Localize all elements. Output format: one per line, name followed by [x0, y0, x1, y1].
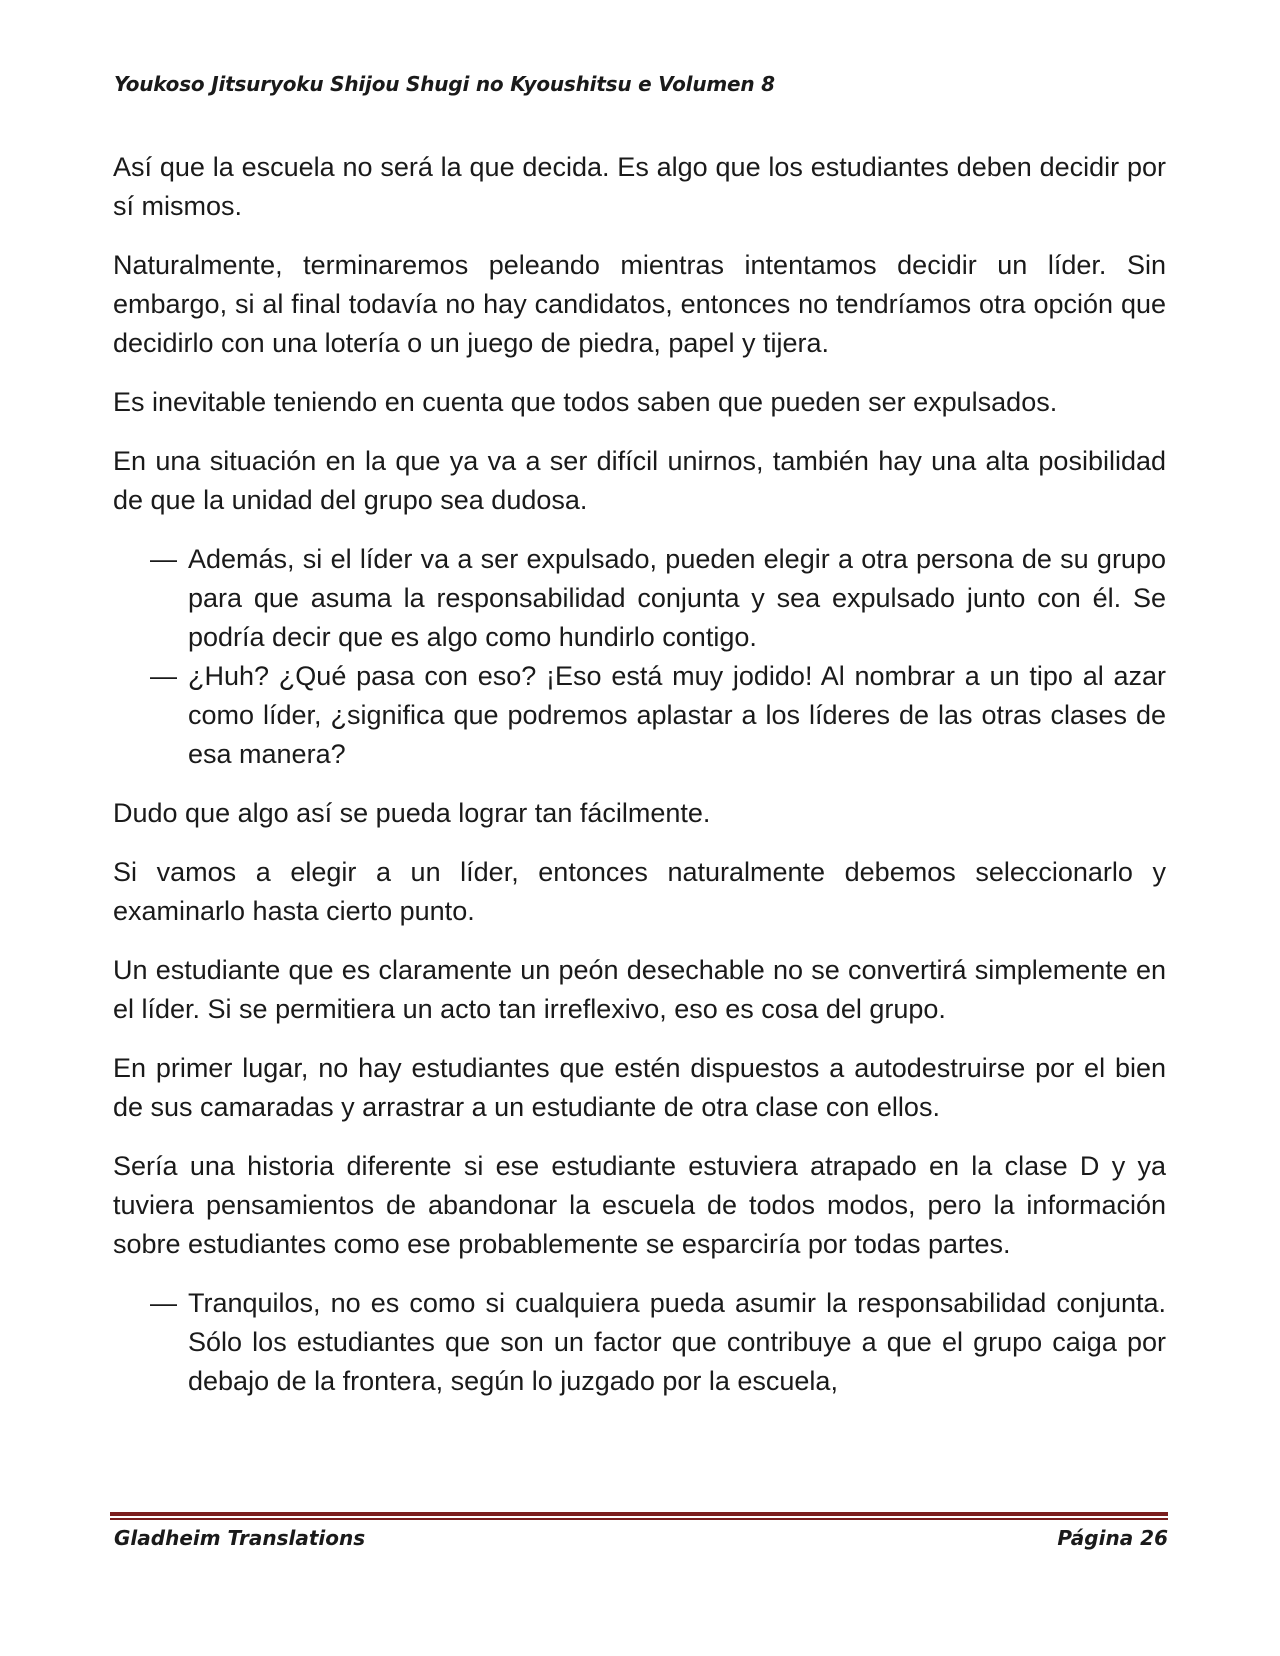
dialogue-text-2: ¿Huh? ¿Qué pasa con eso? ¡Eso está muy jodido! Al nombrar a un tipo al azar como líder, ¿significa que podremos aplastar a los líderes de las otras clases de esa manera?	[188, 661, 1166, 769]
dialogue-block-1	[113, 540, 1166, 774]
dialogue-text-1: Además, si el líder va a ser expulsado, pueden elegir a otra persona de su grupo para que asuma la responsabilidad conjunta y sea expulsado junto con él. Se podría decir que es algo como hundirlo contigo.	[188, 544, 1166, 652]
paragraph-8: En primer lugar, no hay estudiantes que estén dispuestos a autodestruirse por el bien de sus camaradas y arrastrar a un estudiante de otra clase con ellos.	[113, 1053, 1166, 1122]
page-body	[113, 148, 1166, 1421]
dialogue-line-3	[113, 1284, 1166, 1401]
paragraph-7: Un estudiante que es claramente un peón desechable no se convertirá simplemente en el líder. Si se permitiera un acto tan irreflexivo, eso es cosa del grupo.	[113, 955, 1166, 1024]
dialogue-dash: —	[150, 544, 177, 574]
footer-page-number: Página 26	[1057, 1526, 1168, 1550]
dialogue-line-2	[113, 657, 1166, 774]
paragraph-2: Naturalmente, terminaremos peleando mientras intentamos decidir un líder. Sin embargo, si al final todavía no hay candidatos, entonces no tendríamos otra opción que decidirlo con una lotería o un juego de piedra, papel y tijera.	[113, 250, 1166, 358]
footer-divider-thin	[110, 1518, 1168, 1520]
footer-divider-thick	[110, 1512, 1168, 1516]
dialogue-block-2	[113, 1284, 1166, 1401]
page-header-title: Youkoso Jitsuryoku Shijou Shugi no Kyoushitsu e Volumen 8	[114, 72, 775, 96]
dialogue-text-3: Tranquilos, no es como si cualquiera pueda asumir la responsabilidad conjunta. Sólo los estudiantes que son un factor que contribuye a que el grupo caiga por debajo de la frontera, según lo juzgado por la escuela,	[188, 1288, 1166, 1396]
paragraph-5: Dudo que algo así se pueda lograr tan fácilmente.	[113, 798, 711, 828]
dialogue-dash: —	[150, 661, 177, 691]
footer-translator-credit: Gladheim Translations	[114, 1526, 366, 1550]
dialogue-line-1	[113, 540, 1166, 657]
paragraph-1: Así que la escuela no será la que decida. Es algo que los estudiantes deben decidir por sí mismos.	[113, 152, 1166, 221]
paragraph-9: Sería una historia diferente si ese estudiante estuviera atrapado en la clase D y ya tuviera pensamientos de abandonar la escuela de todos modos, pero la información sobre estudiantes como ese probablemente se esparciría por todas partes.	[113, 1151, 1166, 1259]
paragraph-6: Si vamos a elegir a un líder, entonces naturalmente debemos seleccionarlo y examinarlo hasta cierto punto.	[113, 857, 1166, 926]
paragraph-3: Es inevitable teniendo en cuenta que todos saben que pueden ser expulsados.	[113, 387, 1058, 417]
paragraph-4: En una situación en la que ya va a ser difícil unirnos, también hay una alta posibilidad de que la unidad del grupo sea dudosa.	[113, 446, 1166, 515]
dialogue-dash: —	[150, 1288, 177, 1318]
footer-divider	[110, 1512, 1168, 1520]
